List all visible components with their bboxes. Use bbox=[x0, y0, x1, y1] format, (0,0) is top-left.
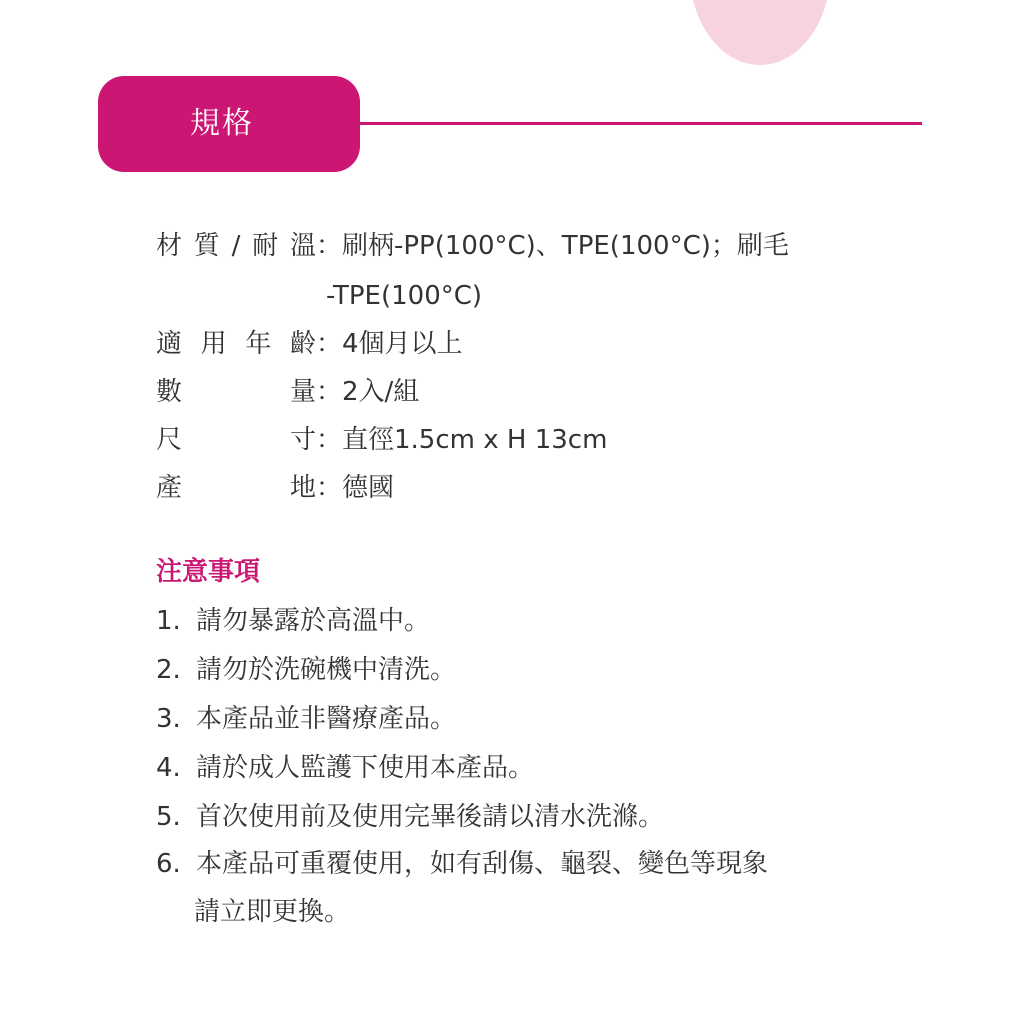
spec-label: 尺寸 bbox=[156, 425, 316, 455]
spec-label: 材質/耐溫 bbox=[156, 231, 316, 261]
spec-value: 刷柄-PP(100°C)、TPE(100°C)；刷毛 bbox=[342, 231, 789, 261]
spec-label: 適用年齡 bbox=[156, 329, 316, 359]
decorative-circle bbox=[690, 0, 830, 65]
note-number: 1. bbox=[156, 606, 181, 636]
spec-value: 2入/組 bbox=[342, 377, 420, 407]
spec-row-size bbox=[156, 422, 607, 458]
note-item bbox=[156, 603, 430, 639]
note-text: 本產品可重覆使用，如有刮傷、龜裂、變色等現象 bbox=[196, 849, 769, 879]
note-number: 5. bbox=[156, 802, 181, 832]
spec-label: 數量 bbox=[156, 377, 316, 407]
spec-value: 德國 bbox=[342, 473, 395, 503]
spec-row-origin bbox=[156, 470, 394, 506]
spec-colon: ： bbox=[316, 473, 343, 503]
spec-colon: ： bbox=[316, 377, 343, 407]
spec-row-material bbox=[156, 228, 789, 264]
note-item bbox=[156, 652, 456, 688]
note-number: 6. bbox=[156, 849, 181, 879]
note-text: 請勿於洗碗機中清洗。 bbox=[196, 655, 457, 685]
note-text: 首次使用前及使用完畢後請以清水洗滌。 bbox=[196, 802, 665, 832]
note-text: 本產品並非醫療產品。 bbox=[196, 704, 457, 734]
note-text: 請勿暴露於高溫中。 bbox=[196, 606, 431, 636]
note-item bbox=[156, 846, 768, 882]
spec-label: 產地 bbox=[156, 473, 316, 503]
note-text: 請於成人監護下使用本產品。 bbox=[196, 753, 535, 783]
note-item bbox=[156, 750, 534, 786]
note-text-continuation: 請立即更換。 bbox=[194, 897, 351, 927]
note-number: 2. bbox=[156, 655, 181, 685]
note-number: 3. bbox=[156, 704, 181, 734]
spec-colon: ： bbox=[316, 329, 343, 359]
spec-colon: ： bbox=[316, 425, 343, 455]
notes-title: 注意事項 bbox=[156, 557, 261, 587]
spec-row-quantity bbox=[156, 374, 419, 410]
spec-value-continuation: -TPE(100°C) bbox=[326, 281, 483, 311]
header-divider-line bbox=[358, 122, 922, 125]
spec-row-age bbox=[156, 326, 463, 362]
spec-value: 4個月以上 bbox=[342, 329, 463, 359]
section-header-title: 規格 bbox=[190, 106, 254, 141]
note-item bbox=[156, 799, 664, 835]
note-item bbox=[156, 701, 456, 737]
spec-colon: ： bbox=[316, 231, 343, 261]
note-number: 4. bbox=[156, 753, 181, 783]
spec-value: 直徑1.5cm x H 13cm bbox=[342, 425, 608, 455]
